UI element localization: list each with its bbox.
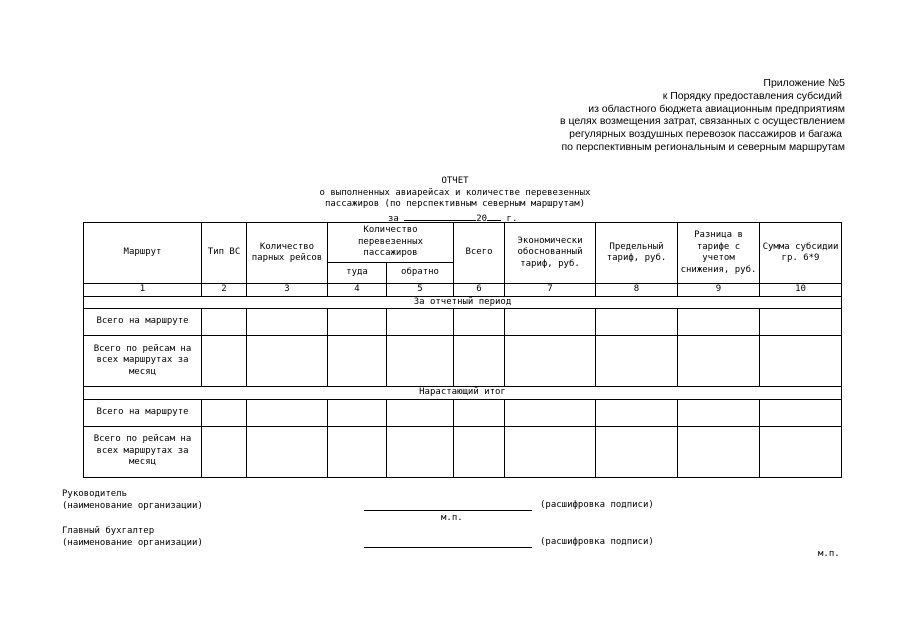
header-total: Всего bbox=[454, 223, 505, 284]
signature-head-org: (наименование организации) bbox=[62, 501, 203, 511]
table-cell[interactable] bbox=[678, 309, 760, 336]
table-cell[interactable] bbox=[678, 399, 760, 426]
table-cell[interactable] bbox=[202, 399, 247, 426]
column-number: 7 bbox=[505, 284, 596, 297]
header-paired-flights: Количество парных рейсов bbox=[247, 223, 328, 284]
signature-accountant-decode: (расшифровка подписи) bbox=[540, 537, 654, 547]
table-cell[interactable] bbox=[247, 399, 328, 426]
column-number: 9 bbox=[678, 284, 760, 297]
table-cell[interactable] bbox=[328, 426, 387, 477]
header-passengers: Количество перевезенных пассажиров bbox=[328, 223, 454, 263]
table-row bbox=[84, 399, 842, 426]
table-cell[interactable] bbox=[678, 426, 760, 477]
column-number: 1 bbox=[84, 284, 202, 297]
period-prefix: за bbox=[388, 213, 399, 224]
column-number: 3 bbox=[247, 284, 328, 297]
section-title-reporting-period: За отчетный период bbox=[84, 296, 842, 309]
column-number: 5 bbox=[387, 284, 454, 297]
period-year-blank[interactable] bbox=[487, 211, 501, 221]
table-row bbox=[84, 309, 842, 336]
period-suffix: г. bbox=[506, 213, 518, 224]
table-cell[interactable] bbox=[760, 426, 842, 477]
header-economic-tariff: Экономически обоснованный тариф, руб. bbox=[505, 223, 596, 284]
column-number: 4 bbox=[328, 284, 387, 297]
report-subtitle-line-2: пассажиров (по перспективным северным маршрутам) bbox=[324, 199, 586, 209]
period-year: 20 bbox=[476, 213, 488, 224]
stamp-place-2: м.п. bbox=[818, 549, 840, 559]
report-table bbox=[83, 222, 842, 478]
row-label: Всего по рейсам на всех маршрутах за месяц bbox=[84, 426, 202, 477]
table-cell[interactable] bbox=[202, 336, 247, 387]
header-forward: туда bbox=[328, 263, 387, 284]
appendix-line: Приложение №5 bbox=[763, 77, 845, 89]
header-subsidy-sum: Сумма субсидии гр. 6*9 bbox=[760, 223, 842, 284]
table-cell[interactable] bbox=[387, 309, 454, 336]
table-cell[interactable] bbox=[247, 309, 328, 336]
appendix-line: регулярных воздушных перевозок пассажиров и багажа bbox=[569, 128, 842, 141]
table-cell[interactable] bbox=[596, 399, 678, 426]
table-cell[interactable] bbox=[760, 336, 842, 387]
stamp-place-1: м.п. bbox=[441, 513, 463, 523]
header-max-tariff: Предельный тариф, руб. bbox=[596, 223, 678, 284]
report-title-block bbox=[230, 176, 680, 225]
table-cell[interactable] bbox=[387, 336, 454, 387]
table-cell[interactable] bbox=[678, 336, 760, 387]
table-cell[interactable] bbox=[596, 426, 678, 477]
header-aircraft-type: Тип ВС bbox=[202, 223, 247, 284]
table-cell[interactable] bbox=[387, 399, 454, 426]
signature-head-line[interactable] bbox=[364, 510, 532, 511]
table-cell[interactable] bbox=[454, 426, 505, 477]
report-subtitle-line-1: о выполненных авиарейсах и количестве перевезенных bbox=[319, 187, 591, 198]
table-cell[interactable] bbox=[247, 336, 328, 387]
table-cell[interactable] bbox=[454, 336, 505, 387]
table-cell[interactable] bbox=[760, 399, 842, 426]
table-cell[interactable] bbox=[505, 399, 596, 426]
signature-accountant-line[interactable] bbox=[364, 547, 532, 548]
table-cell[interactable] bbox=[505, 426, 596, 477]
signature-head-title: Руководитель bbox=[62, 489, 128, 499]
row-label: Всего по рейсам на всех маршрутах за месяц bbox=[84, 336, 202, 387]
signature-accountant-org: (наименование организации) bbox=[62, 538, 203, 548]
header-tariff-difference: Разница в тарифе с учетом снижения, руб. bbox=[678, 223, 760, 284]
table-cell[interactable] bbox=[505, 336, 596, 387]
table-cell[interactable] bbox=[505, 309, 596, 336]
section-title-cumulative: Нарастающий итог bbox=[84, 387, 842, 400]
header-back: обратно bbox=[387, 263, 454, 284]
appendix-line: к Порядку предоставления субсидий bbox=[662, 89, 842, 102]
row-label: Всего на маршруте bbox=[84, 309, 202, 336]
signature-head-decode: (расшифровка подписи) bbox=[540, 500, 654, 510]
table-cell[interactable] bbox=[454, 309, 505, 336]
appendix-header bbox=[425, 77, 845, 154]
signature-accountant-title: Главный бухгалтер bbox=[62, 526, 155, 536]
appendix-line: по перспективным региональным и северным маршрутам bbox=[561, 140, 845, 153]
table-cell[interactable] bbox=[202, 309, 247, 336]
report-title: ОТЧЕТ bbox=[441, 176, 469, 186]
row-label: Всего на маршруте bbox=[84, 399, 202, 426]
table-row bbox=[84, 426, 842, 477]
table-cell[interactable] bbox=[202, 426, 247, 477]
table-cell[interactable] bbox=[387, 426, 454, 477]
header-route: Маршрут bbox=[84, 223, 202, 284]
table-row bbox=[84, 336, 842, 387]
period-month-blank[interactable] bbox=[404, 211, 476, 221]
table-cell[interactable] bbox=[328, 336, 387, 387]
table-cell[interactable] bbox=[596, 336, 678, 387]
table-cell[interactable] bbox=[328, 399, 387, 426]
appendix-line: из областного бюджета авиационным предприятиям bbox=[588, 102, 845, 115]
table-cell[interactable] bbox=[454, 399, 505, 426]
appendix-line: в целях возмещения затрат, связанных с осуществлением bbox=[559, 115, 845, 128]
column-number: 8 bbox=[596, 284, 678, 297]
table-cell[interactable] bbox=[760, 309, 842, 336]
column-number: 10 bbox=[760, 284, 842, 297]
table-cell[interactable] bbox=[328, 309, 387, 336]
column-number: 6 bbox=[454, 284, 505, 297]
column-number: 2 bbox=[202, 284, 247, 297]
table-cell[interactable] bbox=[247, 426, 328, 477]
table-cell[interactable] bbox=[596, 309, 678, 336]
